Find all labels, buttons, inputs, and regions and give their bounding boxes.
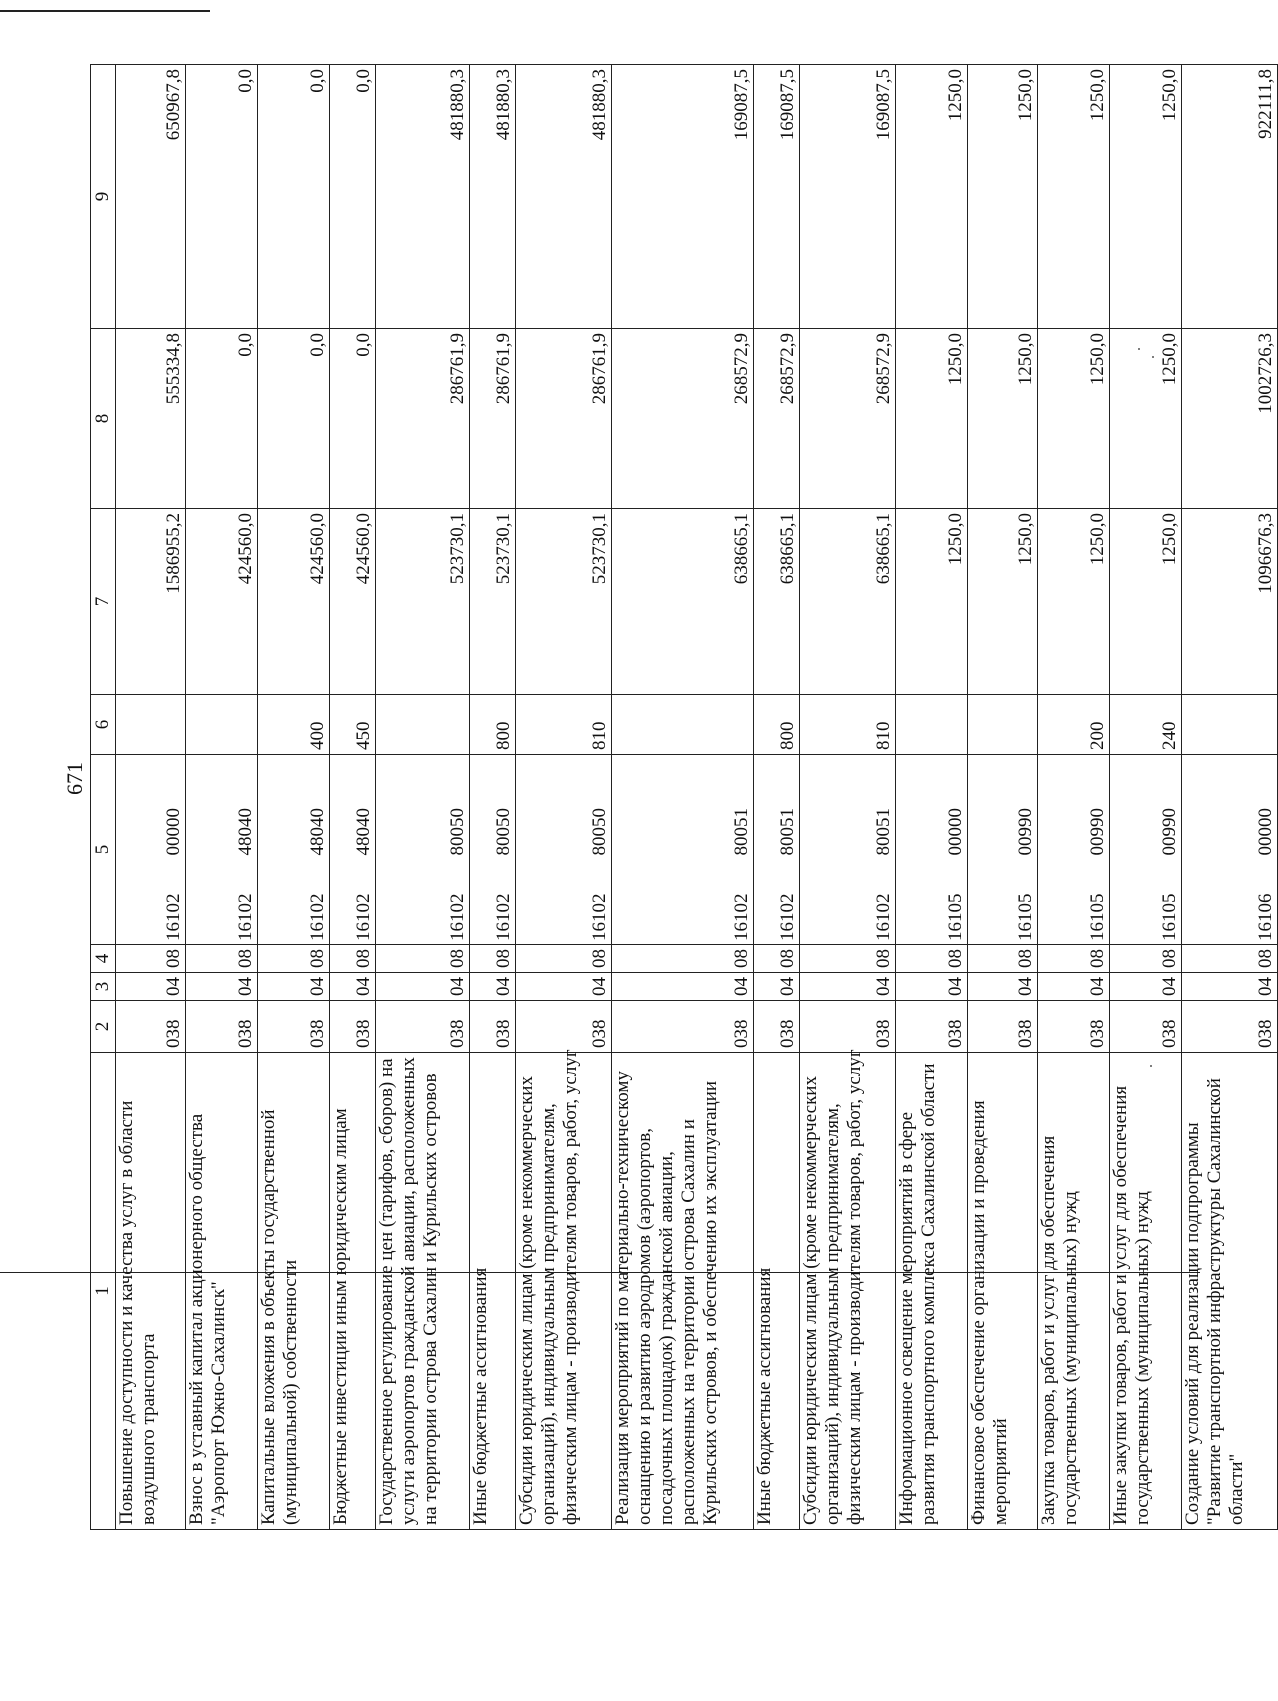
amount-col8-cell: 555334,8 [116, 329, 186, 509]
amount-col8-cell: 268572,9 [612, 329, 754, 509]
section-code-cell: 04 [330, 973, 376, 1001]
table-row [896, 65, 968, 1530]
description-line: (муниципальной) собственности [280, 1259, 301, 1525]
amount-col8-cell: 0,0 [186, 329, 258, 509]
target-article-cell [612, 755, 754, 945]
description-line: Создание условий для реализации подпрограммы [1182, 1122, 1203, 1525]
expense-type-cell: 810 [516, 695, 612, 755]
expense-type-cell: 240 [1110, 695, 1182, 755]
target-article-cell [1110, 755, 1182, 945]
section-code-cell: 04 [1110, 973, 1182, 1001]
target-article-cell [330, 755, 376, 945]
amount-col9-cell: 1250,0 [968, 65, 1038, 329]
amount-col8-cell: 1002726,3 [1182, 329, 1278, 509]
target-article-part-b: 00000 [163, 808, 184, 856]
description-line: Закупка товаров, работ и услуг для обеспечения [1038, 1135, 1059, 1525]
subsection-code-cell: 08 [470, 945, 516, 973]
target-article-part-b: 00990 [1015, 808, 1036, 856]
description-line: расположенных на территории острова Сахалин и [678, 1119, 699, 1525]
amount-col7-cell: 1250,0 [896, 509, 968, 695]
row-description [800, 1049, 896, 1530]
description-line: государственных (муниципальных) нужд [1060, 1191, 1081, 1525]
description-line: физическим лицам - производителям товаров, работ, услуг [844, 1049, 865, 1525]
target-article-part-a: 16102 [777, 893, 798, 941]
section-code-cell: 04 [258, 973, 330, 1001]
table-row [516, 65, 612, 1530]
target-article-part-b: 80051 [731, 808, 752, 856]
amount-col7-cell: 424560,0 [258, 509, 330, 695]
description-line: Бюджетные инвестиции иным юридическим лицам [330, 1108, 351, 1525]
row-description [470, 1053, 516, 1530]
target-article-cell [968, 755, 1038, 945]
subsection-code-cell: 08 [612, 945, 754, 973]
admin-code-cell: 038 [754, 1001, 800, 1053]
expense-type-cell: 450 [330, 695, 376, 755]
description-line: "Аэропорт Южно-Сахалинск" [208, 1281, 229, 1525]
section-code-cell: 04 [800, 973, 896, 1001]
target-article-part-b: 00000 [945, 808, 966, 856]
amount-col8-cell: 268572,9 [754, 329, 800, 509]
description-line: Иные бюджетные ассигнования [754, 1267, 775, 1525]
description-line: Субсидии юридическим лицам (кроме некоммерческих [800, 1076, 821, 1525]
expense-type-cell: 810 [800, 695, 896, 755]
description-line: Взнос в уставный капитал акционерного общества [186, 1113, 207, 1525]
target-article-part-a: 16102 [235, 893, 256, 941]
target-article-part-a: 16105 [1159, 893, 1180, 941]
header-cell: 8 [91, 329, 116, 509]
description-line: государственных (муниципальных) нужд [1132, 1191, 1153, 1525]
amount-col8-cell: 0,0 [258, 329, 330, 509]
amount-col9-cell: 922111,8 [1182, 65, 1278, 329]
amount-col9-cell: 650967,8 [116, 65, 186, 329]
amount-col7-cell: 523730,1 [516, 509, 612, 695]
description-line: на территории острова Сахалин и Курильских островов [420, 1073, 441, 1525]
section-code-cell: 04 [470, 973, 516, 1001]
subsection-code-cell: 08 [116, 945, 186, 973]
amount-col7-cell: 523730,1 [376, 509, 470, 695]
target-article-part-b: 48040 [307, 808, 328, 856]
description-line: Государственное регулирование цен (тарифов, сборов) на [376, 1058, 397, 1525]
section-code-cell: 04 [516, 973, 612, 1001]
table-row [754, 65, 800, 1530]
scan-artifact-line [0, 10, 210, 12]
amount-col8-cell: 1250,0 [1038, 329, 1110, 509]
amount-col7-cell: 638665,1 [754, 509, 800, 695]
amount-col9-cell: 481880,3 [376, 65, 470, 329]
description-line: посадочных площадок) гражданской авиации, [656, 1151, 677, 1525]
description-line: Иные закупки товаров, работ и услуг для обеспечения [1110, 1085, 1131, 1525]
admin-code-cell: 038 [116, 1001, 186, 1053]
subsection-code-cell: 08 [376, 945, 470, 973]
row-description [330, 1053, 376, 1530]
row-description [1110, 1053, 1182, 1530]
description-line: Повышение доступности и качества услуг в области [116, 1100, 137, 1525]
amount-col7-cell: 1586955,2 [116, 509, 186, 695]
amount-col7-cell: 638665,1 [800, 509, 896, 695]
row-description [186, 1053, 258, 1530]
description-line: Капитальные вложения в объекты государственной [258, 1109, 279, 1525]
admin-code-cell: 038 [968, 1001, 1038, 1053]
amount-col7-cell: 1250,0 [1038, 509, 1110, 695]
amount-col8-cell: 286761,9 [516, 329, 612, 509]
header-cell: 9 [91, 65, 116, 329]
admin-code-cell: 038 [470, 1001, 516, 1053]
amount-col9-cell: 0,0 [330, 65, 376, 329]
target-article-cell [516, 755, 612, 945]
header-cell: 5 [91, 755, 116, 945]
table-row [330, 65, 376, 1530]
target-article-part-b: 48040 [353, 808, 374, 856]
target-article-cell [754, 755, 800, 945]
header-cell: 7 [91, 509, 116, 695]
row-description [896, 1053, 968, 1530]
target-article-cell [258, 755, 330, 945]
table-row [1110, 65, 1182, 1530]
row-description [1038, 1053, 1110, 1530]
amount-col9-cell: 0,0 [186, 65, 258, 329]
table-row [186, 65, 258, 1530]
amount-col9-cell: 1250,0 [1110, 65, 1182, 329]
table-row [258, 65, 330, 1530]
amount-col7-cell: 1250,0 [968, 509, 1038, 695]
target-article-part-a: 16102 [163, 893, 184, 941]
admin-code-cell: 038 [612, 1001, 754, 1053]
expense-type-cell: 200 [1038, 695, 1110, 755]
description-line: услуги аэропортов гражданской авиации, расположенных [398, 1057, 419, 1525]
admin-code-cell: 038 [186, 1001, 258, 1053]
amount-col7-cell: 424560,0 [330, 509, 376, 695]
target-article-part-a: 16102 [731, 893, 752, 941]
amount-col9-cell: 481880,3 [516, 65, 612, 329]
row-description [1182, 1053, 1278, 1530]
target-article-part-a: 16102 [493, 893, 514, 941]
description-line: физическим лицам - производителям товаров, работ, услуг [560, 1049, 581, 1525]
target-article-cell [116, 755, 186, 945]
target-article-part-b: 00990 [1159, 808, 1180, 856]
description-line: Курильских островов, и обеспечению их эксплуатации [700, 1080, 721, 1525]
header-cell: 3 [91, 973, 116, 1001]
subsection-code-cell: 08 [330, 945, 376, 973]
table-row [470, 65, 516, 1530]
admin-code-cell: 038 [330, 1001, 376, 1053]
target-article-part-a: 16102 [873, 893, 894, 941]
amount-col8-cell: 286761,9 [470, 329, 516, 509]
section-code-cell: 04 [896, 973, 968, 1001]
section-code-cell: 04 [186, 973, 258, 1001]
subsection-code-cell: 08 [1110, 945, 1182, 973]
target-article-part-b: 80051 [777, 808, 798, 856]
header-cell: 2 [91, 1001, 116, 1053]
target-article-cell [800, 755, 896, 945]
amount-col9-cell: 1250,0 [896, 65, 968, 329]
description-line: мероприятий [990, 1418, 1011, 1525]
expense-type-cell [376, 695, 470, 755]
target-article-part-b: 00000 [1255, 808, 1276, 856]
description-line: оснащению и развитию аэродромов (аэропортов, [634, 1128, 655, 1525]
subsection-code-cell: 08 [1182, 945, 1278, 973]
table-row [612, 65, 754, 1530]
target-article-cell [896, 755, 968, 945]
section-code-cell: 04 [754, 973, 800, 1001]
table-row [116, 65, 186, 1530]
page-number: 671 [62, 762, 87, 795]
amount-col9-cell: 481880,3 [470, 65, 516, 329]
section-code-cell: 04 [376, 973, 470, 1001]
expense-type-cell: 400 [258, 695, 330, 755]
admin-code-cell: 038 [800, 1001, 896, 1053]
target-article-part-b: 80050 [493, 808, 514, 856]
expense-type-cell: 800 [470, 695, 516, 755]
admin-code-cell: 038 [1038, 1001, 1110, 1053]
expense-type-cell [116, 695, 186, 755]
target-article-part-a: 16102 [589, 893, 610, 941]
description-line: Иные бюджетные ассигнования [470, 1267, 491, 1525]
description-line: организаций), индивидуальным предпринимателям, [822, 1103, 843, 1525]
subsection-code-cell: 08 [968, 945, 1038, 973]
row-description [754, 1053, 800, 1530]
expense-type-cell [896, 695, 968, 755]
subsection-code-cell: 08 [258, 945, 330, 973]
subsection-code-cell: 08 [1038, 945, 1110, 973]
subsection-code-cell: 08 [754, 945, 800, 973]
amount-col9-cell: 169087,5 [754, 65, 800, 329]
table-row [800, 65, 896, 1530]
amount-col8-cell: 1250,0 [1110, 329, 1182, 509]
table-row [1182, 65, 1278, 1530]
row-description [376, 1053, 470, 1530]
target-article-part-b: 80051 [873, 808, 894, 856]
budget-table [90, 64, 1278, 1530]
table-row [376, 65, 470, 1530]
target-article-cell [470, 755, 516, 945]
admin-code-cell: 038 [1110, 1001, 1182, 1053]
section-code-cell: 04 [968, 973, 1038, 1001]
target-article-part-b: 80050 [447, 808, 468, 856]
subsection-code-cell: 08 [516, 945, 612, 973]
target-article-part-a: 16102 [447, 893, 468, 941]
amount-col8-cell: 0,0 [330, 329, 376, 509]
amount-col8-cell: 1250,0 [896, 329, 968, 509]
target-article-part-a: 16105 [1087, 893, 1108, 941]
expense-type-cell [968, 695, 1038, 755]
row-description [968, 1053, 1038, 1530]
expense-type-cell [1182, 695, 1278, 755]
amount-col9-cell: 169087,5 [800, 65, 896, 329]
target-article-part-a: 16105 [1015, 893, 1036, 941]
amount-col9-cell: 0,0 [258, 65, 330, 329]
target-article-cell [1182, 755, 1278, 945]
subsection-code-cell: 08 [800, 945, 896, 973]
table-row [968, 65, 1038, 1530]
amount-col8-cell: 1250,0 [968, 329, 1038, 509]
subsection-code-cell: 08 [896, 945, 968, 973]
target-article-cell [1038, 755, 1110, 945]
description-line: Информационное освещение мероприятий в сфере [896, 1111, 917, 1525]
amount-col9-cell: 1250,0 [1038, 65, 1110, 329]
subsection-code-cell: 08 [186, 945, 258, 973]
admin-code-cell: 038 [1182, 1001, 1278, 1053]
admin-code-cell: 038 [376, 1001, 470, 1053]
section-code-cell: 04 [612, 973, 754, 1001]
admin-code-cell: 038 [258, 1001, 330, 1053]
section-code-cell: 04 [116, 973, 186, 1001]
target-article-cell [376, 755, 470, 945]
target-article-part-b: 80050 [589, 808, 610, 856]
rotated-table-wrapper [90, 65, 1276, 1530]
admin-code-cell: 038 [516, 1001, 612, 1053]
header-cell: 6 [91, 695, 116, 755]
description-line: Финансовое обеспечение организации и проведения [968, 1100, 989, 1525]
target-article-part-a: 16102 [307, 893, 328, 941]
amount-col8-cell: 286761,9 [376, 329, 470, 509]
description-line: Реализация мероприятий по материально-техническому [612, 1071, 633, 1525]
header-row [91, 65, 116, 1530]
row-description [116, 1053, 186, 1530]
description-line: развития транспортного комплекса Сахалинской области [918, 1063, 939, 1525]
amount-col7-cell: 1096676,3 [1182, 509, 1278, 695]
target-article-part-a: 16105 [945, 893, 966, 941]
target-article-part-a: 16106 [1255, 893, 1276, 941]
section-code-cell: 04 [1182, 973, 1278, 1001]
amount-col7-cell: 638665,1 [612, 509, 754, 695]
amount-col7-cell: 424560,0 [186, 509, 258, 695]
target-article-part-b: 48040 [235, 808, 256, 856]
description-line: организаций), индивидуальным предпринимателям, [538, 1103, 559, 1525]
expense-type-cell [612, 695, 754, 755]
target-article-cell [186, 755, 258, 945]
table-row [1038, 65, 1110, 1530]
description-line: области" [1226, 1453, 1247, 1525]
row-description [258, 1053, 330, 1530]
row-description [516, 1049, 612, 1530]
expense-type-cell: 800 [754, 695, 800, 755]
section-code-cell: 04 [1038, 973, 1110, 1001]
admin-code-cell: 038 [896, 1001, 968, 1053]
target-article-part-b: 00990 [1087, 808, 1108, 856]
description-line: воздушного транспорта [138, 1333, 159, 1525]
header-cell: 1 [91, 1053, 116, 1530]
header-cell: 4 [91, 945, 116, 973]
amount-col8-cell: 268572,9 [800, 329, 896, 509]
amount-col9-cell: 169087,5 [612, 65, 754, 329]
expense-type-cell [186, 695, 258, 755]
row-description [612, 1053, 754, 1530]
target-article-part-a: 16102 [353, 893, 374, 941]
amount-col7-cell: 523730,1 [470, 509, 516, 695]
description-line: "Развитие транспортной инфраструктуры Сахалинской [1204, 1078, 1225, 1525]
amount-col7-cell: 1250,0 [1110, 509, 1182, 695]
description-line: Субсидии юридическим лицам (кроме некоммерческих [516, 1076, 537, 1525]
table-body [91, 65, 1278, 1530]
